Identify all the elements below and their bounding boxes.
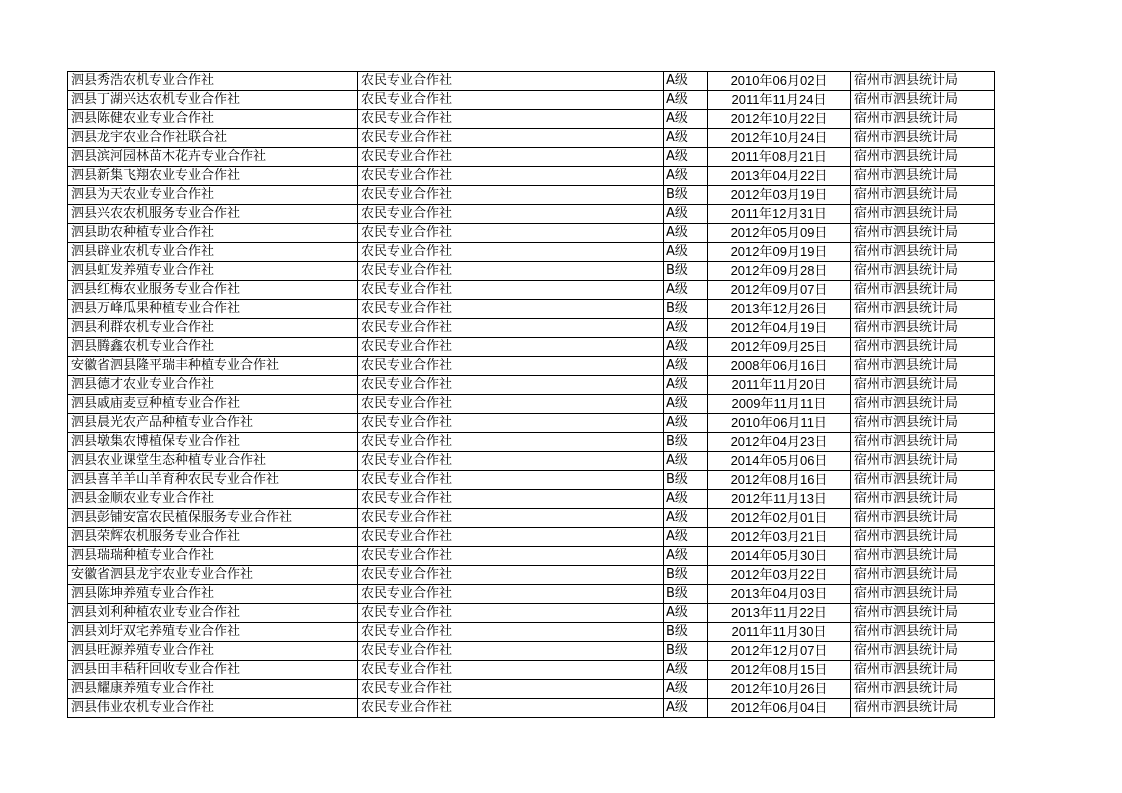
- authority-cell: 宿州市泗县统计局: [851, 224, 995, 243]
- table-row: [68, 661, 995, 680]
- date-cell: 2012年03月21日: [708, 528, 851, 547]
- cooperative-type-cell: 农民专业合作社: [358, 148, 664, 167]
- table-row: [68, 243, 995, 262]
- grade-cell: A级: [664, 661, 708, 680]
- table-row: [68, 72, 995, 91]
- date-cell: 2012年05月09日: [708, 224, 851, 243]
- date-cell: 2012年08月16日: [708, 471, 851, 490]
- authority-cell: 宿州市泗县统计局: [851, 585, 995, 604]
- cooperative-type-cell: 农民专业合作社: [358, 604, 664, 623]
- grade-cell: A级: [664, 319, 708, 338]
- table-row: [68, 680, 995, 699]
- table-row: [68, 623, 995, 642]
- grade-cell: A级: [664, 357, 708, 376]
- date-cell: 2013年04月03日: [708, 585, 851, 604]
- cooperative-type-cell: 农民专业合作社: [358, 490, 664, 509]
- table-row: [68, 642, 995, 661]
- cooperative-name-cell: 泗县田丰秸秆回收专业合作社: [68, 661, 358, 680]
- date-cell: 2011年08月21日: [708, 148, 851, 167]
- table-row: [68, 471, 995, 490]
- authority-cell: 宿州市泗县统计局: [851, 186, 995, 205]
- date-cell: 2014年05月30日: [708, 547, 851, 566]
- cooperative-type-cell: 农民专业合作社: [358, 376, 664, 395]
- cooperative-name-cell: 泗县旺源养殖专业合作社: [68, 642, 358, 661]
- authority-cell: 宿州市泗县统计局: [851, 490, 995, 509]
- authority-cell: 宿州市泗县统计局: [851, 680, 995, 699]
- table-row: [68, 547, 995, 566]
- table-row: [68, 300, 995, 319]
- grade-cell: A级: [664, 699, 708, 718]
- date-cell: 2012年02月01日: [708, 509, 851, 528]
- grade-cell: A级: [664, 205, 708, 224]
- cooperative-type-cell: 农民专业合作社: [358, 699, 664, 718]
- authority-cell: 宿州市泗县统计局: [851, 642, 995, 661]
- grade-cell: A级: [664, 490, 708, 509]
- cooperative-type-cell: 农民专业合作社: [358, 680, 664, 699]
- authority-cell: 宿州市泗县统计局: [851, 509, 995, 528]
- date-cell: 2012年09月25日: [708, 338, 851, 357]
- date-cell: 2012年11月13日: [708, 490, 851, 509]
- date-cell: 2012年04月19日: [708, 319, 851, 338]
- cooperative-type-cell: 农民专业合作社: [358, 566, 664, 585]
- date-cell: 2012年09月19日: [708, 243, 851, 262]
- cooperative-type-cell: 农民专业合作社: [358, 167, 664, 186]
- table-row: [68, 490, 995, 509]
- date-cell: 2012年10月24日: [708, 129, 851, 148]
- grade-cell: B级: [664, 642, 708, 661]
- cooperative-type-cell: 农民专业合作社: [358, 414, 664, 433]
- cooperative-type-cell: 农民专业合作社: [358, 338, 664, 357]
- table-row: [68, 509, 995, 528]
- cooperative-name-cell: 泗县瑞瑞种植专业合作社: [68, 547, 358, 566]
- cooperative-type-cell: 农民专业合作社: [358, 357, 664, 376]
- cooperative-type-cell: 农民专业合作社: [358, 186, 664, 205]
- table-row: [68, 148, 995, 167]
- table-row: [68, 414, 995, 433]
- table-row: [68, 395, 995, 414]
- cooperative-type-cell: 农民专业合作社: [358, 72, 664, 91]
- cooperative-name-cell: 安徽省泗县龙宇农业专业合作社: [68, 566, 358, 585]
- authority-cell: 宿州市泗县统计局: [851, 623, 995, 642]
- cooperative-name-cell: 泗县耀康养殖专业合作社: [68, 680, 358, 699]
- cooperative-name-cell: 泗县陈健农业专业合作社: [68, 110, 358, 129]
- table-body: [68, 72, 995, 718]
- cooperative-type-cell: 农民专业合作社: [358, 623, 664, 642]
- cooperative-name-cell: 泗县墩集农博植保专业合作社: [68, 433, 358, 452]
- authority-cell: 宿州市泗县统计局: [851, 376, 995, 395]
- date-cell: 2012年12月07日: [708, 642, 851, 661]
- date-cell: 2012年09月28日: [708, 262, 851, 281]
- authority-cell: 宿州市泗县统计局: [851, 72, 995, 91]
- cooperative-name-cell: 泗县丁湖兴达农机专业合作社: [68, 91, 358, 110]
- authority-cell: 宿州市泗县统计局: [851, 452, 995, 471]
- authority-cell: 宿州市泗县统计局: [851, 357, 995, 376]
- table-row: [68, 699, 995, 718]
- table-row: [68, 224, 995, 243]
- cooperative-type-cell: 农民专业合作社: [358, 661, 664, 680]
- cooperative-name-cell: 泗县彭铺安富农民植保服务专业合作社: [68, 509, 358, 528]
- cooperative-type-cell: 农民专业合作社: [358, 452, 664, 471]
- cooperative-name-cell: 泗县助农种植专业合作社: [68, 224, 358, 243]
- authority-cell: 宿州市泗县统计局: [851, 471, 995, 490]
- cooperative-type-cell: 农民专业合作社: [358, 243, 664, 262]
- cooperative-name-cell: 泗县秀浩农机专业合作社: [68, 72, 358, 91]
- authority-cell: 宿州市泗县统计局: [851, 91, 995, 110]
- table-row: [68, 452, 995, 471]
- grade-cell: A级: [664, 243, 708, 262]
- table-row: [68, 433, 995, 452]
- cooperative-type-cell: 农民专业合作社: [358, 91, 664, 110]
- cooperative-type-cell: 农民专业合作社: [358, 224, 664, 243]
- cooperative-type-cell: 农民专业合作社: [358, 585, 664, 604]
- cooperative-type-cell: 农民专业合作社: [358, 642, 664, 661]
- cooperative-type-cell: 农民专业合作社: [358, 433, 664, 452]
- date-cell: 2012年03月22日: [708, 566, 851, 585]
- cooperative-name-cell: 泗县辟业农机专业合作社: [68, 243, 358, 262]
- table-row: [68, 376, 995, 395]
- grade-cell: A级: [664, 148, 708, 167]
- authority-cell: 宿州市泗县统计局: [851, 433, 995, 452]
- cooperative-name-cell: 泗县虹发养殖专业合作社: [68, 262, 358, 281]
- table-row: [68, 110, 995, 129]
- cooperative-type-cell: 农民专业合作社: [358, 205, 664, 224]
- grade-cell: A级: [664, 547, 708, 566]
- authority-cell: 宿州市泗县统计局: [851, 604, 995, 623]
- authority-cell: 宿州市泗县统计局: [851, 281, 995, 300]
- cooperative-type-cell: 农民专业合作社: [358, 509, 664, 528]
- date-cell: 2010年06月02日: [708, 72, 851, 91]
- cooperative-type-cell: 农民专业合作社: [358, 547, 664, 566]
- grade-cell: A级: [664, 604, 708, 623]
- cooperative-name-cell: 泗县德才农业专业合作社: [68, 376, 358, 395]
- date-cell: 2011年12月31日: [708, 205, 851, 224]
- table-row: [68, 585, 995, 604]
- table-row: [68, 205, 995, 224]
- authority-cell: 宿州市泗县统计局: [851, 528, 995, 547]
- authority-cell: 宿州市泗县统计局: [851, 262, 995, 281]
- authority-cell: 宿州市泗县统计局: [851, 319, 995, 338]
- cooperative-name-cell: 泗县红梅农业服务专业合作社: [68, 281, 358, 300]
- cooperative-name-cell: 泗县伟业农机专业合作社: [68, 699, 358, 718]
- cooperative-name-cell: 泗县利群农机专业合作社: [68, 319, 358, 338]
- date-cell: 2012年06月04日: [708, 699, 851, 718]
- grade-cell: A级: [664, 528, 708, 547]
- grade-cell: A级: [664, 91, 708, 110]
- date-cell: 2013年11月22日: [708, 604, 851, 623]
- grade-cell: A级: [664, 414, 708, 433]
- grade-cell: A级: [664, 338, 708, 357]
- grade-cell: B级: [664, 471, 708, 490]
- authority-cell: 宿州市泗县统计局: [851, 338, 995, 357]
- authority-cell: 宿州市泗县统计局: [851, 243, 995, 262]
- date-cell: 2012年08月15日: [708, 661, 851, 680]
- grade-cell: B级: [664, 623, 708, 642]
- authority-cell: 宿州市泗县统计局: [851, 566, 995, 585]
- cooperative-type-cell: 农民专业合作社: [358, 281, 664, 300]
- table-row: [68, 604, 995, 623]
- cooperative-name-cell: 泗县陈坤养殖专业合作社: [68, 585, 358, 604]
- table-row: [68, 338, 995, 357]
- authority-cell: 宿州市泗县统计局: [851, 148, 995, 167]
- grade-cell: A级: [664, 167, 708, 186]
- cooperative-name-cell: 泗县戚庙麦豆种植专业合作社: [68, 395, 358, 414]
- table-row: [68, 91, 995, 110]
- date-cell: 2012年04月23日: [708, 433, 851, 452]
- authority-cell: 宿州市泗县统计局: [851, 129, 995, 148]
- grade-cell: B级: [664, 186, 708, 205]
- date-cell: 2014年05月06日: [708, 452, 851, 471]
- date-cell: 2011年11月20日: [708, 376, 851, 395]
- date-cell: 2013年04月22日: [708, 167, 851, 186]
- cooperative-name-cell: 泗县金顺农业专业合作社: [68, 490, 358, 509]
- authority-cell: 宿州市泗县统计局: [851, 395, 995, 414]
- cooperative-name-cell: 泗县万峰瓜果种植专业合作社: [68, 300, 358, 319]
- date-cell: 2012年10月22日: [708, 110, 851, 129]
- date-cell: 2011年11月24日: [708, 91, 851, 110]
- cooperative-name-cell: 泗县刘利种植农业专业合作社: [68, 604, 358, 623]
- cooperative-name-cell: 泗县刘圩双宅养殖专业合作社: [68, 623, 358, 642]
- date-cell: 2012年03月19日: [708, 186, 851, 205]
- cooperative-type-cell: 农民专业合作社: [358, 471, 664, 490]
- table-row: [68, 528, 995, 547]
- grade-cell: A级: [664, 509, 708, 528]
- table-row: [68, 566, 995, 585]
- date-cell: 2013年12月26日: [708, 300, 851, 319]
- authority-cell: 宿州市泗县统计局: [851, 547, 995, 566]
- date-cell: 2011年11月30日: [708, 623, 851, 642]
- cooperative-name-cell: 泗县腾鑫农机专业合作社: [68, 338, 358, 357]
- cooperative-name-cell: 泗县龙宇农业合作社联合社: [68, 129, 358, 148]
- cooperative-name-cell: 泗县农业课堂生态种植专业合作社: [68, 452, 358, 471]
- grade-cell: A级: [664, 224, 708, 243]
- date-cell: 2008年06月16日: [708, 357, 851, 376]
- cooperative-type-cell: 农民专业合作社: [358, 528, 664, 547]
- grade-cell: A级: [664, 72, 708, 91]
- authority-cell: 宿州市泗县统计局: [851, 699, 995, 718]
- cooperative-type-cell: 农民专业合作社: [358, 319, 664, 338]
- authority-cell: 宿州市泗县统计局: [851, 167, 995, 186]
- authority-cell: 宿州市泗县统计局: [851, 110, 995, 129]
- grade-cell: A级: [664, 110, 708, 129]
- cooperative-name-cell: 泗县兴农农机服务专业合作社: [68, 205, 358, 224]
- grade-cell: B级: [664, 262, 708, 281]
- cooperative-type-cell: 农民专业合作社: [358, 262, 664, 281]
- cooperative-name-cell: 泗县滨河园林苗木花卉专业合作社: [68, 148, 358, 167]
- authority-cell: 宿州市泗县统计局: [851, 205, 995, 224]
- grade-cell: B级: [664, 566, 708, 585]
- cooperative-name-cell: 安徽省泗县隆平瑞丰种植专业合作社: [68, 357, 358, 376]
- cooperative-type-cell: 农民专业合作社: [358, 395, 664, 414]
- table-row: [68, 319, 995, 338]
- date-cell: 2010年06月11日: [708, 414, 851, 433]
- grade-cell: B级: [664, 433, 708, 452]
- cooperative-table: [67, 71, 995, 718]
- table-row: [68, 186, 995, 205]
- date-cell: 2012年10月26日: [708, 680, 851, 699]
- grade-cell: A级: [664, 680, 708, 699]
- cooperative-type-cell: 农民专业合作社: [358, 300, 664, 319]
- table-row: [68, 167, 995, 186]
- grade-cell: A级: [664, 376, 708, 395]
- cooperative-name-cell: 泗县喜羊羊山羊育种农民专业合作社: [68, 471, 358, 490]
- grade-cell: A级: [664, 452, 708, 471]
- date-cell: 2009年11月11日: [708, 395, 851, 414]
- authority-cell: 宿州市泗县统计局: [851, 414, 995, 433]
- cooperative-type-cell: 农民专业合作社: [358, 110, 664, 129]
- grade-cell: A级: [664, 395, 708, 414]
- table-row: [68, 357, 995, 376]
- table-row: [68, 129, 995, 148]
- cooperative-type-cell: 农民专业合作社: [358, 129, 664, 148]
- table-row: [68, 281, 995, 300]
- authority-cell: 宿州市泗县统计局: [851, 300, 995, 319]
- cooperative-name-cell: 泗县晨光农产品种植专业合作社: [68, 414, 358, 433]
- date-cell: 2012年09月07日: [708, 281, 851, 300]
- cooperative-name-cell: 泗县荣辉农机服务专业合作社: [68, 528, 358, 547]
- authority-cell: 宿州市泗县统计局: [851, 661, 995, 680]
- table-row: [68, 262, 995, 281]
- cooperative-name-cell: 泗县为天农业专业合作社: [68, 186, 358, 205]
- grade-cell: B级: [664, 585, 708, 604]
- grade-cell: A级: [664, 129, 708, 148]
- grade-cell: A级: [664, 281, 708, 300]
- cooperative-name-cell: 泗县新集飞翔农业专业合作社: [68, 167, 358, 186]
- grade-cell: B级: [664, 300, 708, 319]
